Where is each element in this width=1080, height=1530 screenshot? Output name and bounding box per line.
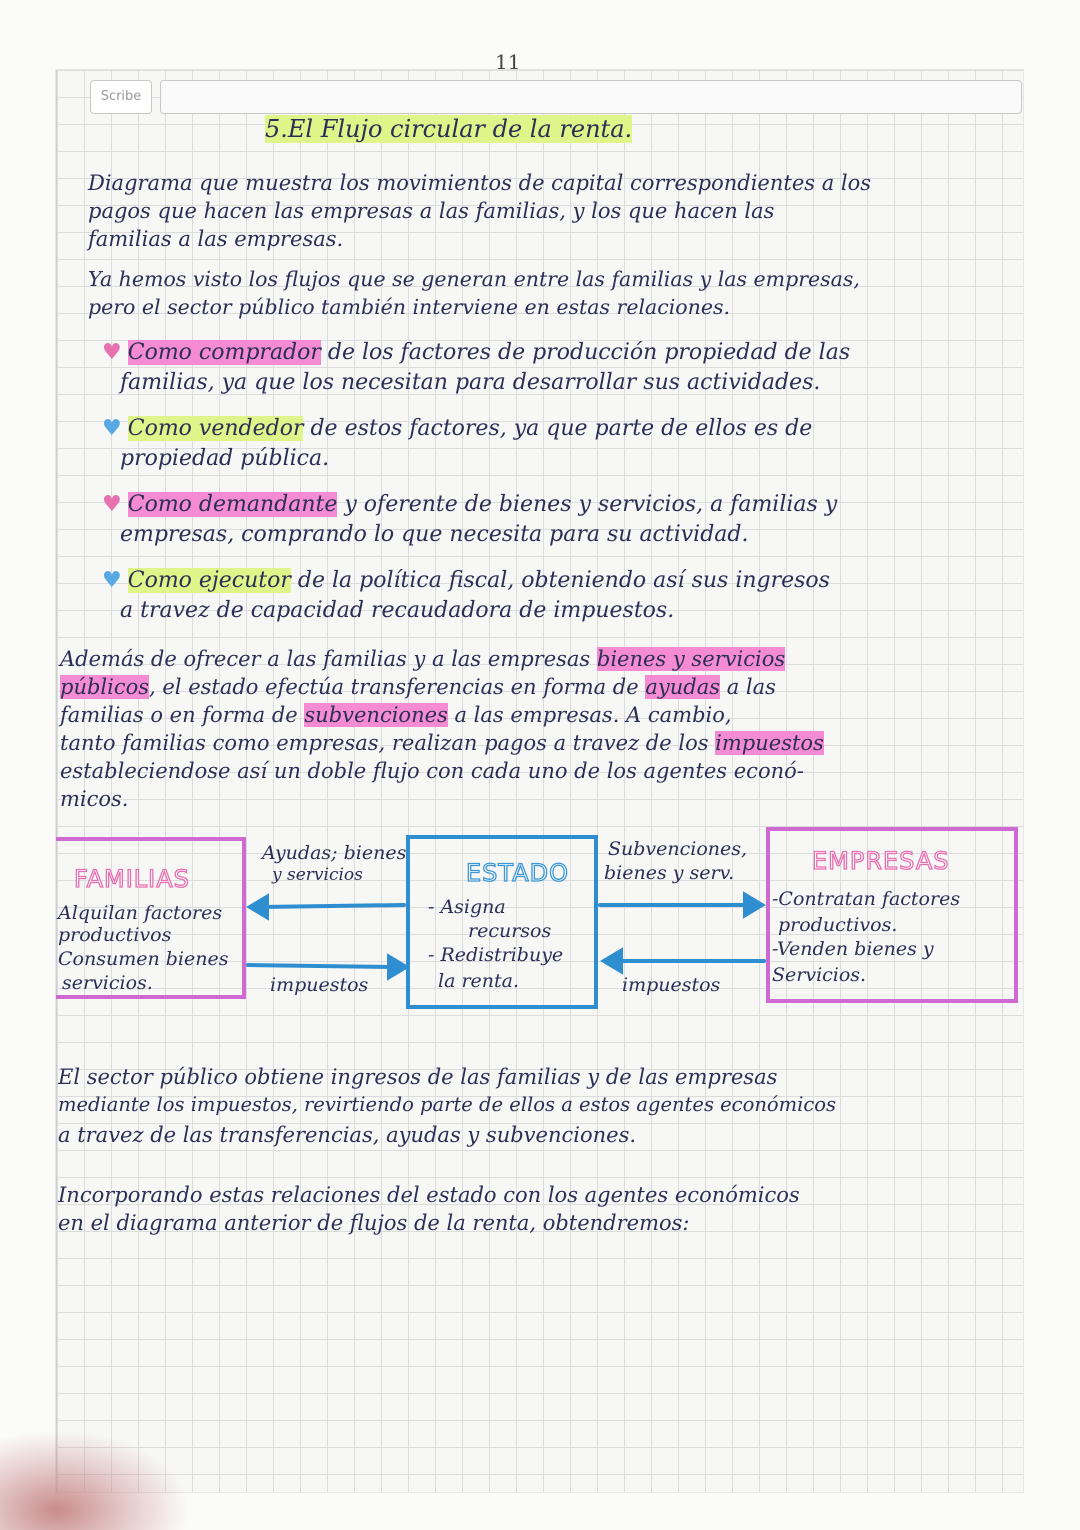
- bullet-1-line-2: familias, ya que los necesitan para desarrollar sus actividades.: [120, 370, 821, 395]
- bullet-4: [102, 570, 830, 592]
- arrowhead-left-icon: [602, 949, 622, 973]
- arrow-label-impuestos-emp: impuestos: [622, 974, 721, 996]
- empresas-line: -Venden bienes y: [772, 938, 934, 960]
- bullet-3: [102, 494, 837, 516]
- header-line: [160, 80, 1022, 114]
- empresas-line: Servicios.: [772, 964, 867, 986]
- familias-line: servicios.: [62, 972, 153, 994]
- bullet-3-text: y oferente de bienes y servicios, a familias y: [337, 492, 838, 517]
- bullet-1-text: de los factores de producción propiedad de las: [320, 340, 851, 365]
- bullet-2-line-2: propiedad pública.: [120, 446, 330, 471]
- para5-line-1: Incorporando estas relaciones del estado con los agentes económicos: [58, 1183, 800, 1207]
- para3-line-1: [60, 648, 785, 670]
- para2-line-1: Ya hemos visto los flujos que se generan entre las familias y las empresas,: [88, 267, 860, 291]
- page-header: [90, 80, 1020, 114]
- finger-shadow: [0, 1430, 190, 1530]
- bullet-2: [102, 418, 812, 440]
- empresas-title: EMPRESAS: [812, 847, 950, 875]
- familias-title: FAMILIAS: [74, 865, 190, 893]
- title-text: 5.El Flujo circular de la renta.: [265, 115, 633, 143]
- para3-line-5: estableciendose así un doble flujo con cada uno de los agentes econó-: [60, 759, 804, 783]
- para2-line-2: pero el sector público también interviene en estas relaciones.: [88, 295, 730, 319]
- intro-line-3: familias a las empresas.: [88, 227, 344, 251]
- para3-text: Además de ofrecer a las familias y a las empresas: [60, 647, 597, 671]
- heart-icon: ♥: [102, 492, 122, 517]
- para3-text: a las: [720, 675, 776, 699]
- arrow-label-subvenciones: Subvenciones,: [608, 838, 748, 860]
- bullet-2-text: de estos factores, ya que parte de ellos es de: [303, 416, 813, 441]
- arrow-label-subvenciones-2: bienes y serv.: [604, 862, 735, 884]
- para3-line-2: [60, 676, 776, 698]
- para3-text: a las empresas. A cambio,: [447, 703, 732, 727]
- estado-line: - Redistribuye: [428, 944, 564, 966]
- para5-line-2: en el diagrama anterior de flujos de la renta, obtendremos:: [58, 1211, 690, 1235]
- arrowhead-left-icon: [248, 895, 268, 919]
- para3-highlight: impuestos: [715, 731, 824, 755]
- scribe-label: Scribe: [90, 80, 152, 114]
- para3-text: familias o en forma de: [60, 703, 305, 727]
- intro-line-2: pagos que hacen las empresas a las familias, y los que hacen las: [88, 199, 775, 223]
- familias-line: Alquilan factores: [58, 902, 223, 924]
- para3-highlight: bienes y servicios: [596, 647, 786, 671]
- arrow-label-impuestos-fam: impuestos: [270, 974, 369, 996]
- estado-title: ESTADO: [466, 859, 569, 887]
- bullet-1: [102, 342, 850, 364]
- estado-line: - Asigna: [428, 896, 506, 918]
- bullet-3-highlight: Como demandante: [127, 492, 338, 517]
- empresas-line: productivos.: [778, 914, 898, 936]
- bullet-3-line-2: empresas, comprando lo que necesita para su actividad.: [120, 522, 749, 547]
- arrow-label-ayudas-2: y servicios: [272, 865, 363, 885]
- flow-diagram: [56, 825, 1022, 1045]
- heart-icon: ♥: [102, 340, 122, 365]
- heart-icon: ♥: [102, 416, 122, 441]
- para3-highlight: subvenciones: [304, 703, 448, 727]
- para3-line-6: micos.: [60, 787, 129, 811]
- bullet-2-highlight: Como vendedor: [127, 416, 304, 441]
- para4-line-3: a travez de las transferencias, ayudas y subvenciones.: [58, 1123, 637, 1147]
- bullet-1-highlight: Como comprador: [127, 340, 321, 365]
- familias-line: Consumen bienes: [58, 948, 229, 970]
- page-title: [265, 115, 632, 143]
- heart-icon: ♥: [102, 568, 122, 593]
- estado-line: recursos: [468, 920, 552, 942]
- diagram-arrows: [56, 825, 1022, 1045]
- empresas-line: -Contratan factores: [772, 888, 961, 910]
- page-number: 11: [495, 50, 521, 74]
- bullet-4-line-2: a travez de capacidad recaudadora de impuestos.: [120, 598, 675, 623]
- para3-text: tanto familias como empresas, realizan pagos a travez de los: [60, 731, 716, 755]
- intro-line-1: Diagrama que muestra los movimientos de capital correspondientes a los: [88, 171, 872, 195]
- para3-line-3: [60, 704, 732, 726]
- para3-line-4: [60, 732, 824, 754]
- para3-text: , el estado efectúa transferencias en forma de: [149, 675, 646, 699]
- arrow-estado-to-familias: [261, 905, 404, 907]
- arrow-familias-to-estado: [248, 965, 394, 967]
- para4-line-2: mediante los impuestos, revirtiendo parte de ellos a estos agentes económicos: [58, 1093, 837, 1116]
- bullet-4-highlight: Como ejecutor: [127, 568, 291, 593]
- para3-highlight: ayudas: [645, 675, 721, 699]
- bullet-4-text: de la política fiscal, obteniendo así sus ingresos: [290, 568, 830, 593]
- arrowhead-right-icon: [744, 893, 764, 917]
- para4-line-1: El sector público obtiene ingresos de las familias y de las empresas: [58, 1065, 778, 1089]
- estado-line: la renta.: [438, 970, 520, 992]
- familias-line: productivos: [58, 924, 172, 946]
- arrowhead-right-icon: [388, 955, 408, 979]
- para3-highlight: públicos: [60, 675, 150, 699]
- arrow-label-ayudas: Ayudas; bienes: [262, 842, 407, 864]
